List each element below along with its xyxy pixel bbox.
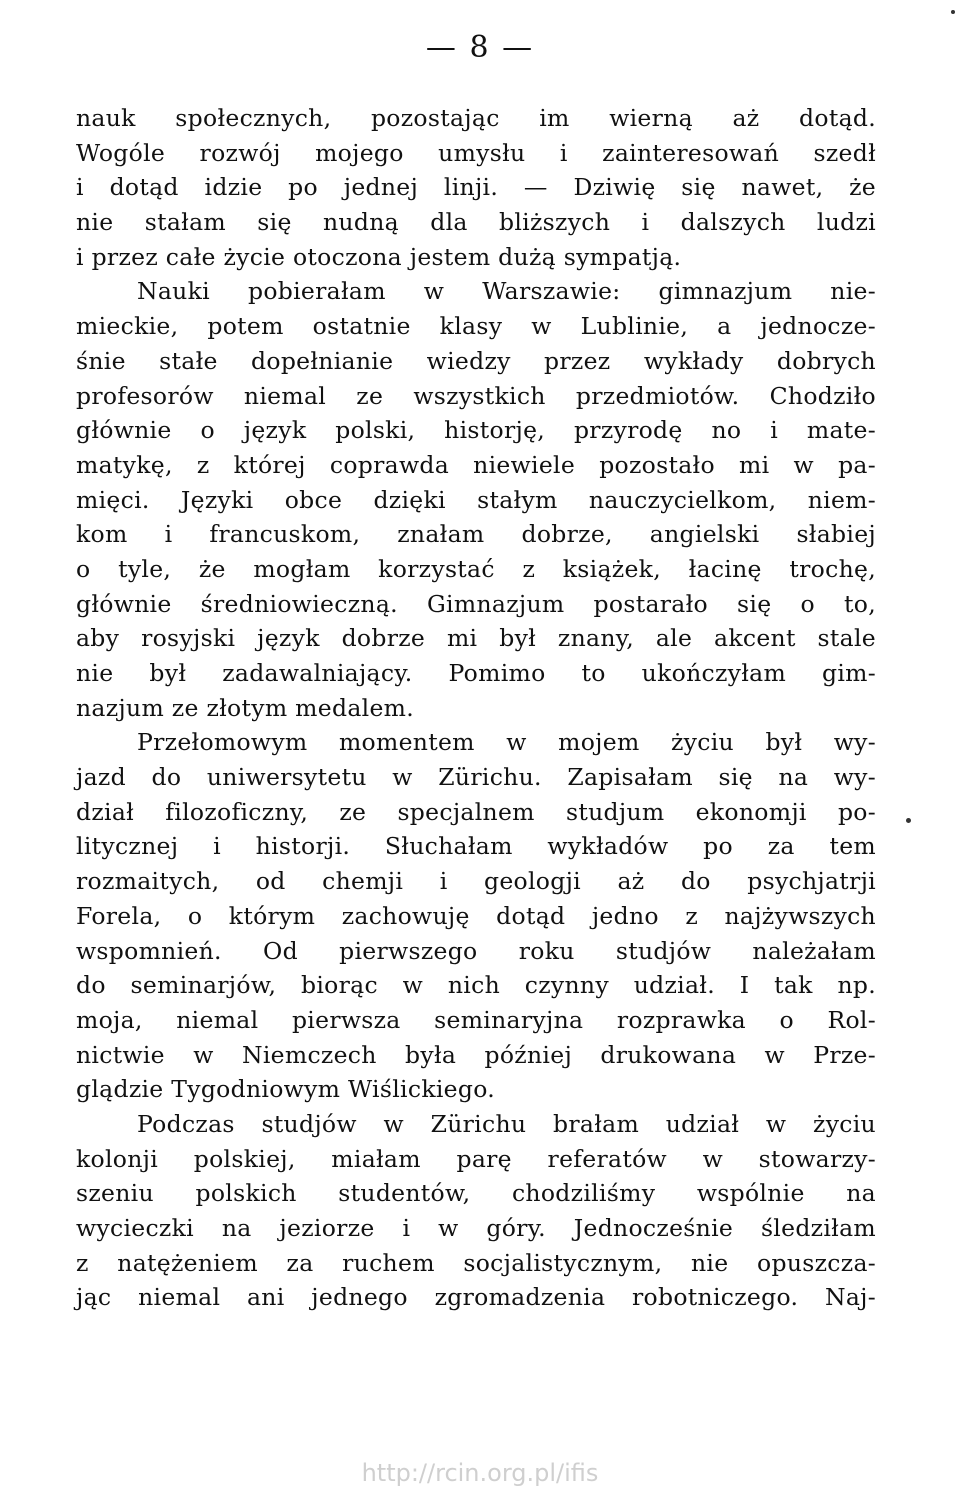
- text-line: kom i francuskom, znałam dobrze, angielski słabiej: [76, 520, 876, 549]
- watermark-url: http://rcin.org.pl/ifis: [361, 1459, 599, 1487]
- page-number: — 8 —: [425, 30, 535, 65]
- text-line: kolonji polskiej, miałam parę referatów w stowarzy-: [76, 1144, 876, 1173]
- text-line: rozmaitych, od chemji i geologji aż do psychjatrji: [76, 867, 876, 896]
- text-line: litycznej i historji. Słuchałam wykładów po za tem: [76, 832, 876, 861]
- text-line: i przez całe życie otoczona jestem dużą sympatją.: [76, 242, 682, 271]
- text-line: Wogóle rozwój mojego umysłu i zainteresowań szedł: [76, 138, 876, 167]
- text-line: i dotąd idzie po jednej linji. — Dziwię się nawet, że: [76, 173, 876, 202]
- text-line: nauk społecznych, pozostając im wierną aż dotąd.: [76, 104, 876, 132]
- text-line: z natężeniem za ruchem socjalistycznym, nie opuszcza-: [76, 1248, 876, 1277]
- text-line: moja, niemal pierwsza seminaryjna rozprawka o Rol-: [76, 1005, 876, 1034]
- text-line: głównie średniowieczną. Gimnazjum postarało się o to,: [76, 589, 876, 618]
- text-line: głównie o język polski, historję, przyrodę no i mate-: [76, 416, 876, 445]
- text-line: Podczas studjów w Zürichu brałam udział w życiu: [137, 1109, 876, 1138]
- text-line: dział filozoficzny, ze specjalnem studjum ekonomji po-: [76, 797, 876, 826]
- text-line: nictwie w Niemczech była później drukowana w Prze-: [76, 1040, 876, 1069]
- text-line: Przełomowym momentem w mojem życiu był wy-: [137, 728, 876, 757]
- text-line: glądzie Tygodniowym Wiślickiego.: [76, 1075, 496, 1104]
- text-line: nazjum ze złotym medalem.: [76, 693, 415, 722]
- text-line: jazd do uniwersytetu w Zürichu. Zapisałam się na wy-: [76, 763, 876, 792]
- text-line: Nauki pobierałam w Warszawie: gimnazjum nie-: [137, 277, 876, 306]
- ink-speck: [951, 10, 955, 14]
- text-line: jąc niemal ani jednego zgromadzenia robotniczego. Naj-: [76, 1283, 876, 1312]
- text-line: profesorów niemal ze wszystkich przedmiotów. Chodziło: [76, 381, 876, 410]
- text-line: nie był zadawalniający. Pomimo to ukończyłam gim-: [76, 659, 876, 687]
- text-line: o tyle, że mogłam korzystać z książek, łacinę trochę,: [76, 554, 876, 583]
- text-line: mieckie, potem ostatnie klasy w Lublinie, a jednocze-: [76, 312, 876, 341]
- text-line: do seminarjów, biorąc w nich czynny udział. I tak np.: [76, 971, 876, 1000]
- text-line: szeniu polskich studentów, chodziliśmy wspólnie na: [76, 1179, 876, 1208]
- text-line: matykę, z której coprawda niewiele pozostało mi w pa-: [76, 450, 876, 479]
- text-line: wspomnień. Od pierwszego roku studjów należałam: [76, 936, 876, 965]
- text-line: wycieczki na jeziorze i w góry. Jednocześnie śledziłam: [76, 1214, 876, 1242]
- body-text: [76, 101, 876, 1315]
- text-line: aby rosyjski język dobrze mi był znany, ale akcent stale: [76, 624, 876, 653]
- text-line: mięci. Języki obce dzięki stałym nauczycielkom, niem-: [76, 485, 876, 514]
- text-line: Forela, o którym zachowuję dotąd jedno z najżywszych: [76, 901, 876, 930]
- text-line: śnie stałe dopełnianie wiedzy przez wykłady dobrych: [76, 346, 876, 375]
- text-line: nie stałam się nudną dla bliższych i dalszych ludzi: [76, 208, 876, 237]
- ink-speck: [906, 818, 911, 823]
